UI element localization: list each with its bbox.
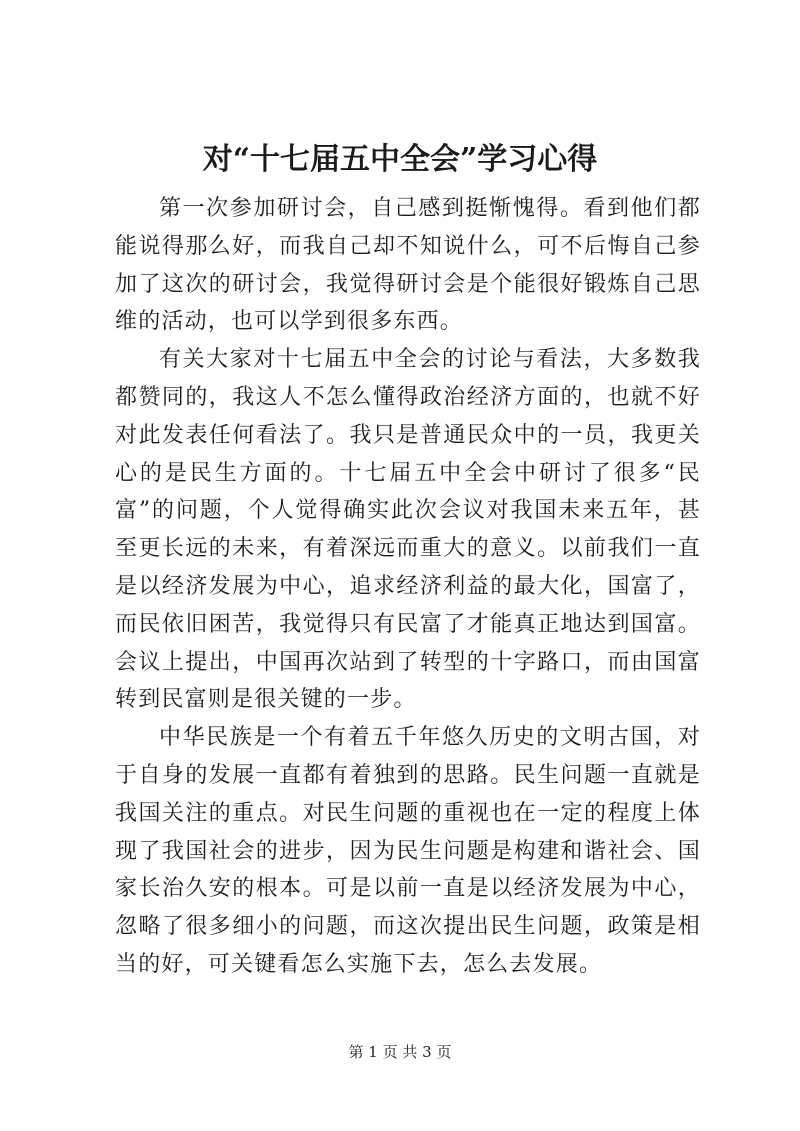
page-title: 对“十七届五中全会”学习心得 [202,142,598,177]
page-indicator: 第 1 页 共 3 页 [348,1043,452,1061]
page-number-footer [0,1042,800,1062]
paragraph-2: 有关大家对十七届五中全会的讨论与看法，大多数我都赞同的，我这人不怎么懂得政治经济方面的，也就不好对此发表任何看法了。我只是普通民众中的一员，我更关心的是民生方面的。十七届五中全会中研讨了很多“民富”的问题，个人觉得确实此次会议对我国未来五年，甚至更长远的未来，有着深远而重大的意义。以前我们一直是以经济发展为中心，追求经济利益的最大化，国富了，而民依旧困苦，我觉得只有民富了才能真正地达到国富。会议上提出，中国再次站到了转型的十字路口，而由国富转到民富则是很关键的一步。 [115,347,701,713]
document-body [115,190,701,984]
paragraph-3: 中华民族是一个有着五千年悠久历史的文明古国，对于自身的发展一直都有着独到的思路。民生问题一直就是我国关注的重点。对民生问题的重视也在一定的程度上体现了我国社会的进步，因为民生问题是构建和谐社会、国家长治久安的根本。可是以前一直是以经济发展为中心，忽略了很多细小的问题，而这次提出民生问题，政策是相当的好，可关键看怎么实施下去，怎么去发展。 [115,725,701,977]
paragraph-1: 第一次参加研讨会，自己感到挺惭愧得。看到他们都能说得那么好，而我自己却不知说什么，可不后悔自己参加了这次的研讨会，我觉得研讨会是个能很好锻炼自己思维的活动，也可以学到很多东西。 [115,196,701,335]
